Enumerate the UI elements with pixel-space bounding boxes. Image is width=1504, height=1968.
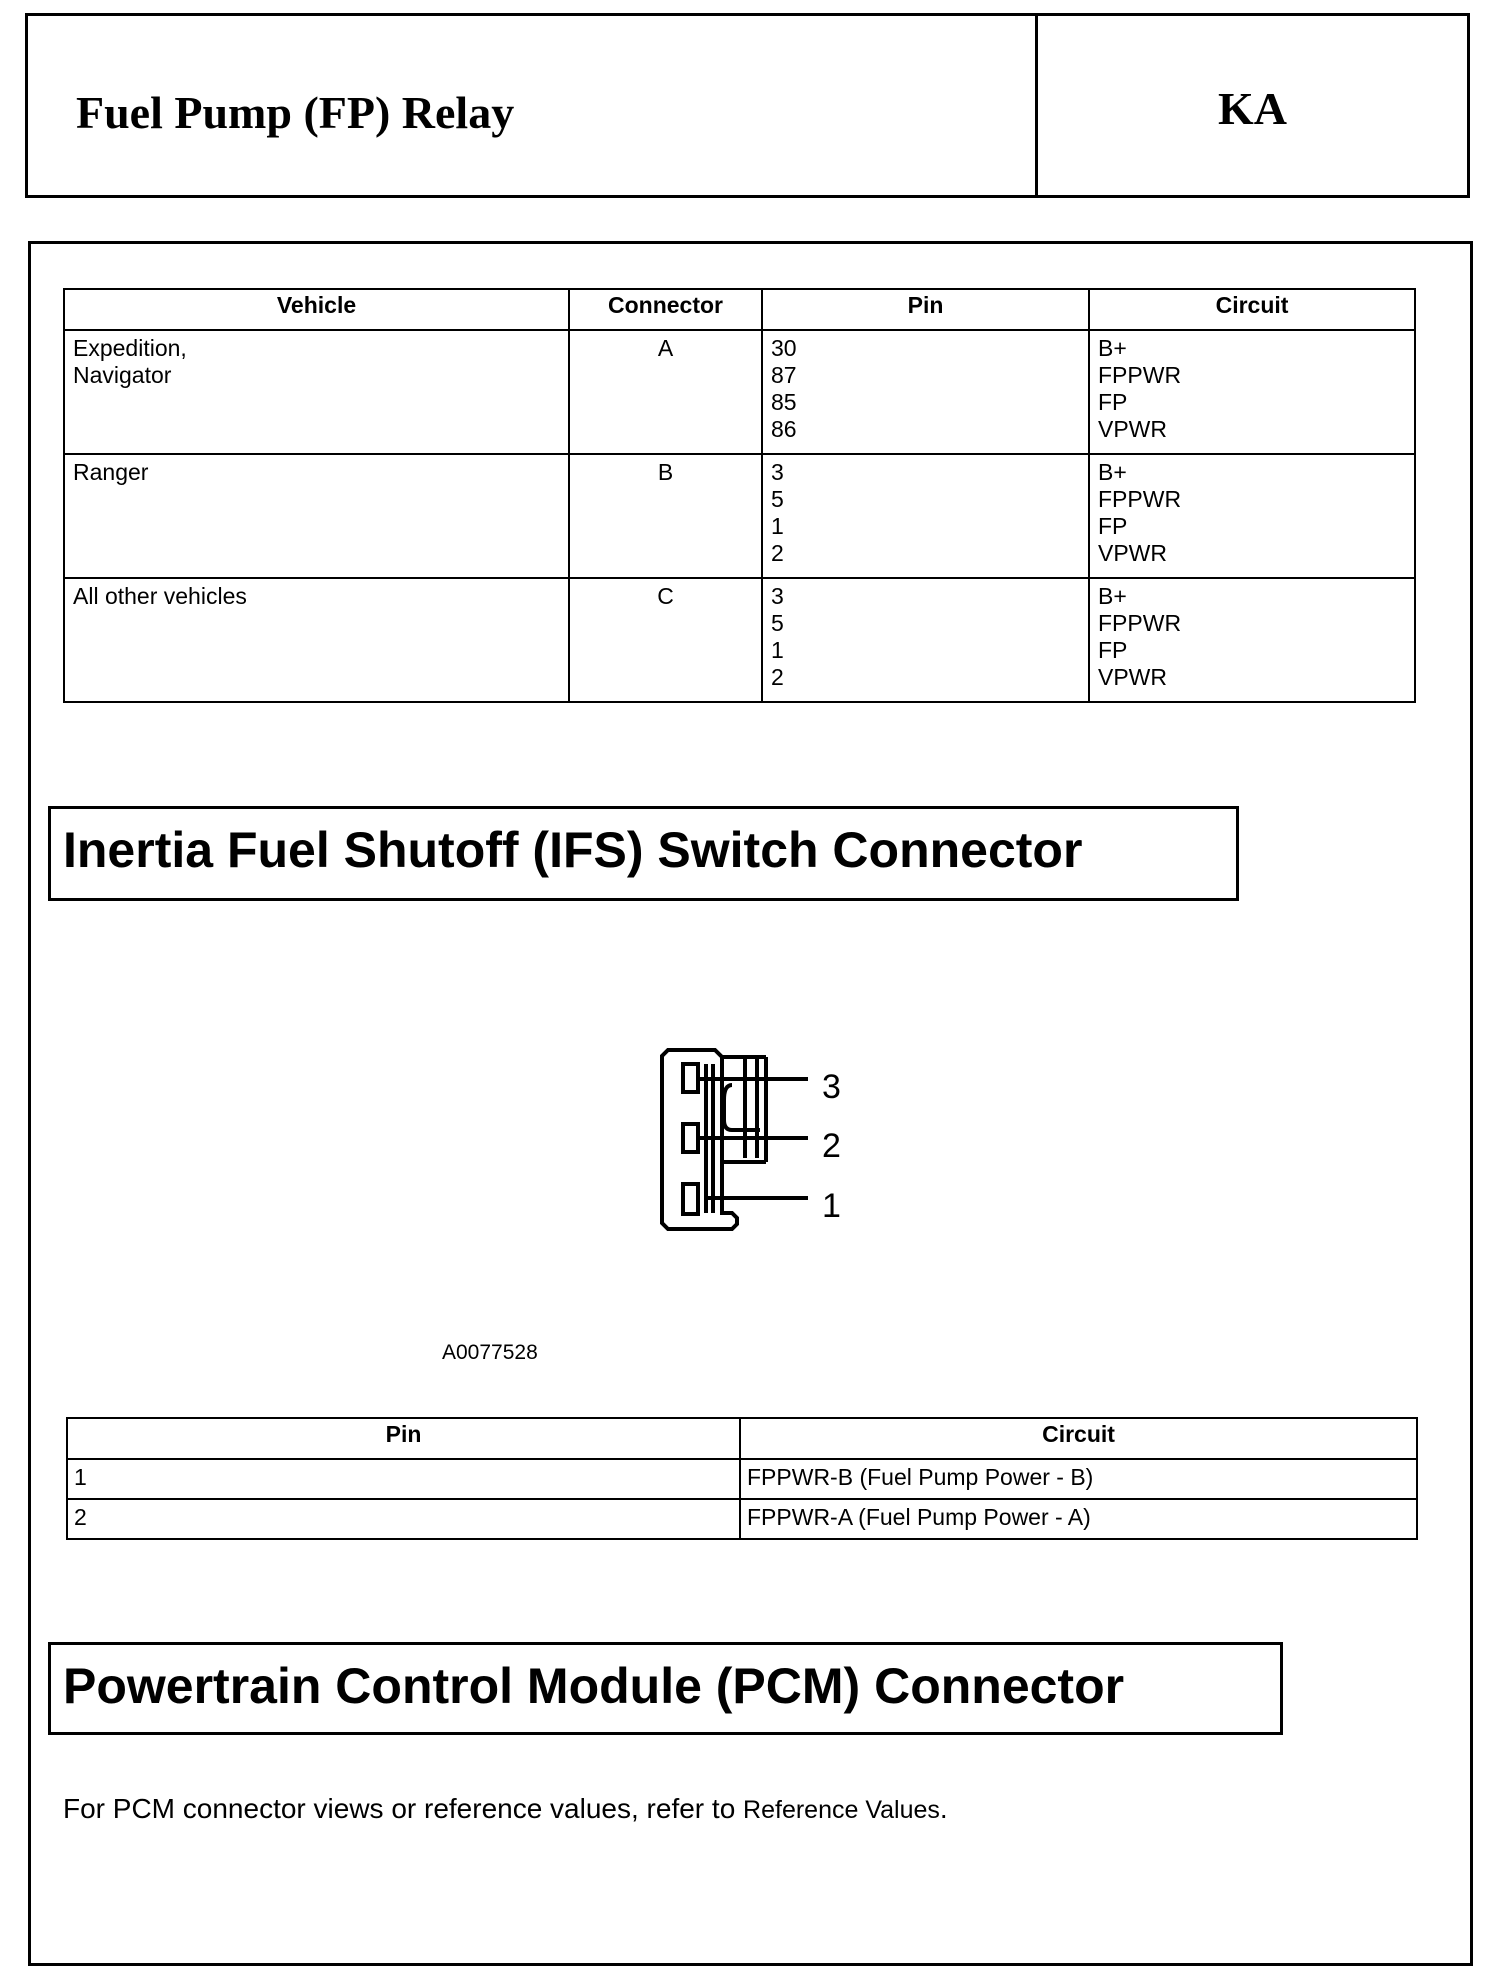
table-row (64, 330, 1415, 454)
circuit-cell (1089, 454, 1415, 578)
ifs-heading: Inertia Fuel Shutoff (IFS) Switch Connector (48, 806, 1239, 901)
figure-id: A0077528 (442, 1341, 538, 1364)
pin: 86 (771, 416, 797, 442)
connector-cell: C (569, 578, 762, 702)
pin-label-2: 2 (822, 1127, 841, 1165)
reference-values-link[interactable]: Reference Values (743, 1796, 940, 1824)
circuit: FPPWR (1098, 486, 1182, 512)
header-pin: Pin (67, 1418, 740, 1459)
connector-cell: A (569, 330, 762, 454)
pin: 87 (771, 362, 797, 388)
circuit: B+ (1098, 335, 1127, 361)
header-divider (1035, 16, 1038, 195)
page-header (25, 13, 1470, 198)
header-circuit: Circuit (1089, 289, 1415, 330)
pin-label-3: 3 (822, 1068, 841, 1106)
pin: 5 (771, 610, 784, 636)
table-row (67, 1459, 1417, 1499)
pin-label-1: 1 (822, 1187, 841, 1225)
circuit-cell: FPPWR-B (Fuel Pump Power - B) (740, 1459, 1417, 1499)
header-circuit: Circuit (740, 1418, 1417, 1459)
circuit: FP (1098, 389, 1128, 415)
circuit: B+ (1098, 583, 1127, 609)
pin: 1 (771, 637, 784, 663)
pin-cell (762, 454, 1089, 578)
circuit-cell: FPPWR-A (Fuel Pump Power - A) (740, 1499, 1417, 1539)
pin-cell (762, 578, 1089, 702)
vehicle-name: Navigator (73, 362, 172, 388)
header-pin: Pin (762, 289, 1089, 330)
pin: 30 (771, 335, 797, 361)
table-row (64, 578, 1415, 702)
pcm-note-text: For PCM connector views or reference values, refer to (63, 1793, 744, 1824)
table-row (64, 454, 1415, 578)
pin: 2 (771, 664, 784, 690)
vehicle-cell: All other vehicles (64, 578, 569, 702)
pin: 2 (771, 540, 784, 566)
header-connector: Connector (569, 289, 762, 330)
page-title: Fuel Pump (FP) Relay (76, 87, 515, 138)
circuit: VPWR (1098, 664, 1167, 690)
circuit: VPWR (1098, 540, 1167, 566)
pin-cell: 2 (67, 1499, 740, 1539)
relay-table (63, 288, 1416, 703)
vehicle-cell (64, 330, 569, 454)
header-vehicle: Vehicle (64, 289, 569, 330)
pin: 3 (771, 583, 784, 609)
section-code: KA (1218, 83, 1287, 134)
vehicle-cell: Ranger (64, 454, 569, 578)
circuit: FP (1098, 637, 1128, 663)
circuit: FP (1098, 513, 1128, 539)
circuit-cell (1089, 578, 1415, 702)
pcm-heading: Powertrain Control Module (PCM) Connector (48, 1642, 1283, 1735)
pin: 5 (771, 486, 784, 512)
pin: 85 (771, 389, 797, 415)
pcm-note (63, 1793, 948, 1825)
table-row (67, 1499, 1417, 1539)
circuit: B+ (1098, 459, 1127, 485)
pin-cell: 1 (67, 1459, 740, 1499)
vehicle-name: Expedition, (73, 335, 187, 361)
connector-cell: B (569, 454, 762, 578)
pcm-note-end: . (939, 1793, 948, 1824)
circuit: FPPWR (1098, 362, 1182, 388)
pin-cell (762, 330, 1089, 454)
pin: 3 (771, 459, 784, 485)
circuit-cell (1089, 330, 1415, 454)
pin: 1 (771, 513, 784, 539)
ifs-connector-diagram (600, 1000, 900, 1300)
circuit: VPWR (1098, 416, 1167, 442)
ifs-pin-table (66, 1417, 1418, 1540)
circuit: FPPWR (1098, 610, 1182, 636)
